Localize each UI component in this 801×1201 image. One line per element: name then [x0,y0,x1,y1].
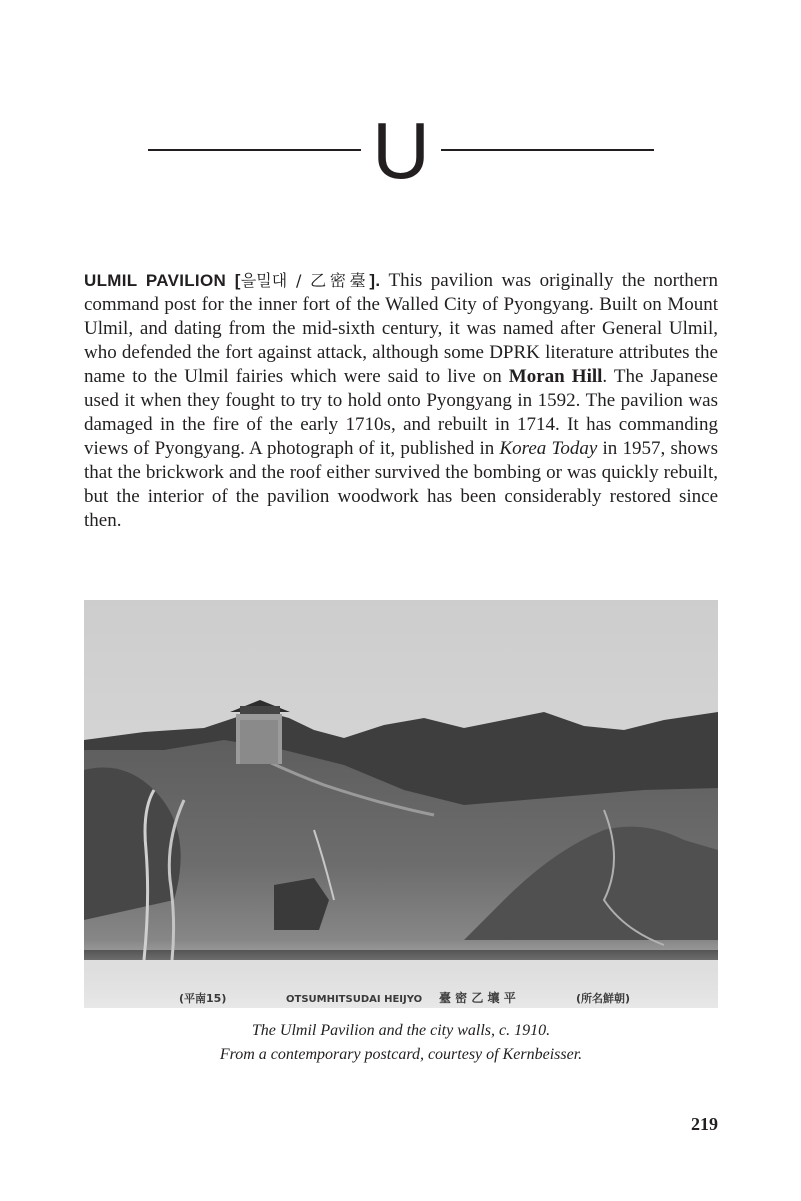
postcard-label-chinese: 臺 密 乙 壤 平 [439,991,516,1005]
cross-reference-moran-hill: Moran Hill [508,366,603,387]
postcard-label-publisher: (所名鮮朝) [576,992,631,1005]
native-script-names: 을밀대 / 乙密臺 [240,271,370,290]
bracket-open: [ [226,271,241,290]
publication-title: Korea Today [499,438,598,459]
entry-text-part-1: This pavilion was originally the northern command post for the inner fort of the Walled City of Pyongyang. Built on Mount Ulmil, and dating from the mid-sixth century, it was named after General Ulmil, who defended the fort against attack, although some DPRK literature attributes the name to the Ulmil fairies which were said to live on [84,270,718,387]
entry-headword: ULMIL PAVILION [84,271,227,290]
dictionary-entry [84,269,718,533]
postcard-label-region: (平南15) [179,992,227,1005]
caption-line-2: From a contemporary postcard, courtesy of Kernbeisser. [219,1046,583,1063]
heading-rule-left [148,149,361,151]
ulmil-pavilion-illustration [84,600,718,1008]
postcard-photograph [84,600,718,1008]
heading-rule-right [441,149,654,151]
entry-text-part-3: in 1957, shows that the brickwork and the roof either survived the bombing or was quickly rebuilt, but the interior of the pavilion woodwork has been considerably restored since then. [84,438,718,531]
bracket-close: ]. [369,271,381,290]
entry-text-part-2: . The Japanese used it when they fought to try to hold onto Pyongyang in 1592. The pavilion was damaged in the fire of the early 1710s, and rebuilt in 1714. It has commanding views of Pyongyang. A photograph of it, published in [84,366,718,459]
section-letter: U [372,106,430,195]
postcard-label-romanized: OTSUMHITSUDAI HEIJYO [286,994,423,1005]
caption-line-1: The Ulmil Pavilion and the city walls, c. 1910. [251,1022,551,1039]
letter-heading [148,106,654,195]
photo-caption [84,1019,718,1067]
page-number: 219 [691,1114,718,1134]
